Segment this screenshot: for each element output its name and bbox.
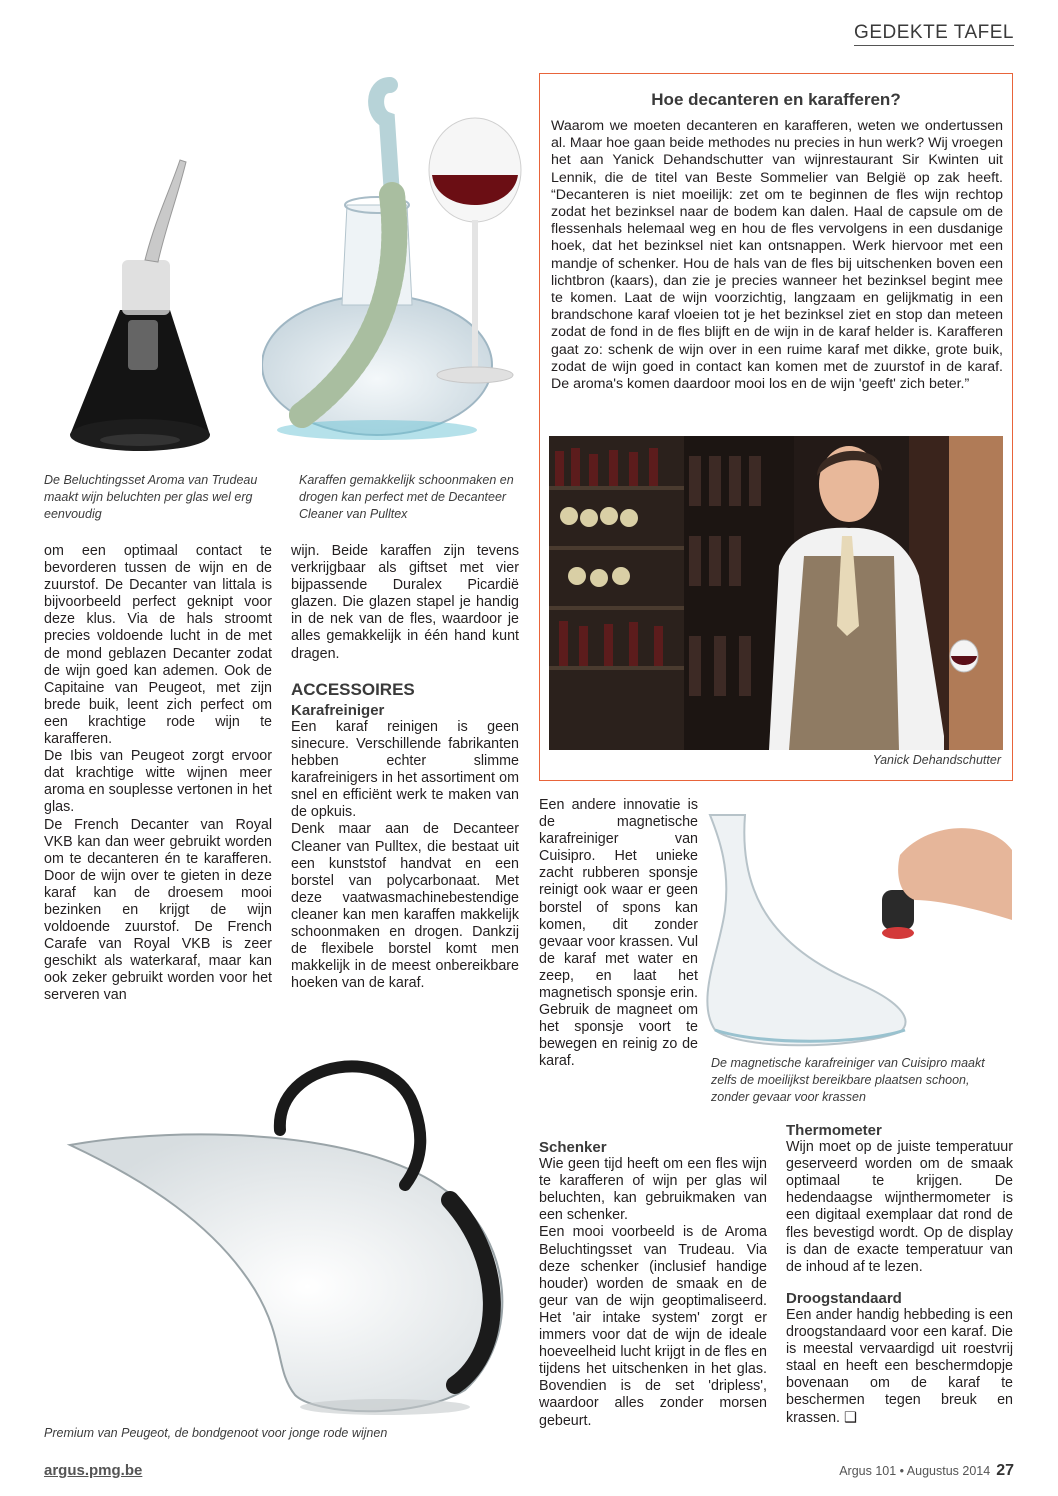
col3-paragraph: Een andere innovatie is de magnetische karafreiniger van Cuisipro. Het unieke zacht rubberen sponsje reinigt ook waar er geen borstel of spons kan komen, dit zonder gevaar voor krassen. Vul de karaf met water en zeep, en laat het magnetisch sponsje erin. Gebruik de magneet om het sponsje voort te bewegen en reinig zo de karaf.: [539, 797, 698, 1070]
column-3-lower: [539, 1135, 767, 1430]
karafreiniger-heading: Karafreiniger: [291, 701, 385, 719]
peugeot-decanter-photo: [65, 1050, 530, 1420]
accessories-heading: ACCESSOIRES: [291, 679, 415, 699]
peugeot-caption: Premium van Peugeot, de bondgenoot voor jonge rode wijnen: [44, 1426, 388, 1440]
cleaner-caption: Karaffen gemakkelijk schoonmaken en drogen kan perfect met de Decanteer Cleaner van Pulltex: [299, 473, 514, 521]
col2-intro: wijn. Beide karaffen zijn tevens verkrijgbaar als giftset met vier bijpassende Duralex Picardië glazen. Die glazen stapel je handig in de nek van de fles, waardoor je alles gemakkelijk in één hand kunt dragen.: [291, 543, 519, 662]
col3-paragraph: Wie geen tijd heeft om een fles wijn te karafferen of wijn per glas wil beluchten, kan gebruikmaken van een schenker.: [539, 1156, 767, 1224]
sommelier-caption: Yanick Dehandschutter: [872, 753, 1001, 767]
section-title: GEDEKTE TAFEL: [854, 22, 1014, 46]
magnetic-caption: De magnetische karafreiniger van Cuisipro maakt zelfs de moeilijkst bereikbare plaatsen schoon, zonder gevaar voor krassen: [711, 1056, 985, 1104]
col1-paragraph: De Ibis van Peugeot zorgt ervoor dat krachtige witte wijnen meer aroma en souplesse vertonen in het glas.: [44, 748, 272, 816]
column-1: [44, 543, 272, 1005]
col2-paragraph: Denk maar aan de Decanteer Cleaner van Pulltex, die bestaat uit een kunststof handvat en een borstel van polycarbonaat. Met deze vaatwasmachinebestendige cleaner kan men karaffen makkelijk schoonmaken en drogen. Dankzij de flexibele borstel komt men makkelijk in de meest onbereikbare hoeken van de karaf.: [291, 821, 519, 992]
cleaner-decanter-photo: [262, 75, 527, 455]
col1-paragraph: om een optimaal contact te bevorderen tussen de wijn en de zuurstof. De Decanter van littala is bijvoorbeeld perfect geknipt voor deze klus. Via de hals stroomt precies voldoende lucht in de met de mond geblazen Decanter zodat de wijn goed kan ademen. Ook de Capitaine van Peugeot, met zijn brede buik, leent zich perfect om een krachtige rode wijn te karafferen.: [44, 543, 272, 748]
droogstandaard-heading: Droogstandaard: [786, 1289, 902, 1307]
schenker-heading: Schenker: [539, 1139, 607, 1156]
col4-paragraph: Wijn moet op de juiste temperatuur geserveerd worden om de smaak optimaal te krijgen. De hedendaagse wijnthermometer is een digitaal exemplaar dat rond de fles bevestigd wordt. Op de display is dan de exacte temperatuur van de inhoud af te lezen.: [786, 1139, 1013, 1275]
column-3: [539, 797, 698, 1071]
thermometer-heading: Thermometer: [786, 1122, 882, 1139]
col3-paragraph: Een mooi voorbeeld is de Aroma Beluchtingsset van Trudeau. Via deze schenker (inclusief handige houder) worden de smaak en de geur van de wijn geoptimaliseerd. Het 'air intake system' zorgt er immers voor dat de wijn de ideale hoeveelheid lucht krijgt in de fles en tijdens het uitschenken in het glas. Bovendien is de set 'dripless', waardoor alles zonder morsen gebeurt.: [539, 1224, 767, 1429]
footer-issue-text: Argus 101 • Augustus 2014: [839, 1464, 991, 1478]
magnetic-cleaner-photo: [700, 800, 1015, 1050]
column-2: [291, 543, 519, 992]
aerator-caption: De Beluchtingsset Aroma van Trudeau maakt wijn beluchten per glas wel erg eenvoudig: [44, 473, 258, 521]
page-number: 27: [996, 1462, 1014, 1479]
col1-paragraph: De French Decanter van Royal VKB kan dan weer gebruikt worden om te decanteren én te karafferen. Door de wijn over te gieten in deze karaf kan de droesem mooi bezinken en krijgt de wijn voldoende zuurstof. De French Carafe van Royal VKB is zeer geschikt als waterkaraf, maar kan ook zeker gebruikt worden voor het serveren van: [44, 816, 272, 1004]
sidebar-title: Hoe decanteren en karafferen?: [651, 90, 901, 109]
sommelier-photo: [549, 436, 1003, 750]
aerator-photo: [60, 150, 220, 460]
column-4: [786, 1118, 1013, 1427]
sidebar-body: Waarom we moeten decanteren en karafferen, weten we ondertussen al. Maar hoe gaan beide methodes nu precies in hun werk? Wij vroegen het aan Yanick Dehandschutter van wijnrestaurant Sir Kwinten uit Lennik, die de titel van Beste Sommelier van België op zak heeft. “Decanteren is niet moeilijk: zet om te beginnen de fles wijn rechtop zodat het bezinksel naar de bodem kan dalen. Haal de capsule om de flessenhals helemaal weg en hou de fles vervolgens in een dusdanige hoek, dat het bezinksel niet kan ontsnappen. Werk hiervoor met een mandje of schenker. Hou de hals van de fles bij uitschenken boven een lichtbron (kaars), dan zie je precies wanneer het bezinksel begint mee te komen. Laat de wijn voorzichtig, langzaam en gelijkmatig in een brandschone karaf vloeien tot je het bezinksel ziet en stop dan meteen zodat de fond in de fles blijft en de wijn in de karaf helder is. Karafferen gaat zo: schenk de wijn over in een ruime karaf met dikke, grote buik, zodat de wijn goed in contact kan komen met de zuurstof in de karaf. De aroma's komen daardoor mooi los en de wijn 'geeft' zich beter.”: [551, 118, 1003, 393]
col2-paragraph: Een karaf reinigen is geen sinecure. Verschillende fabrikanten hebben echter slimme karafreinigers in het assortiment om snel en efficiënt werk te maken van de opkuis.: [291, 718, 519, 821]
footer-site-link[interactable]: argus.pmg.be: [44, 1462, 143, 1479]
footer-issue: [839, 1462, 1014, 1480]
col4-paragraph: Een ander handig hebbeding is een droogstandaard voor een karaf. Die is meestal vervaardigd uit roestvrij staal en heeft een beschermdopje bovenaan om de karaf te beschermen tegen breuk en krassen. ❑: [786, 1306, 1013, 1426]
